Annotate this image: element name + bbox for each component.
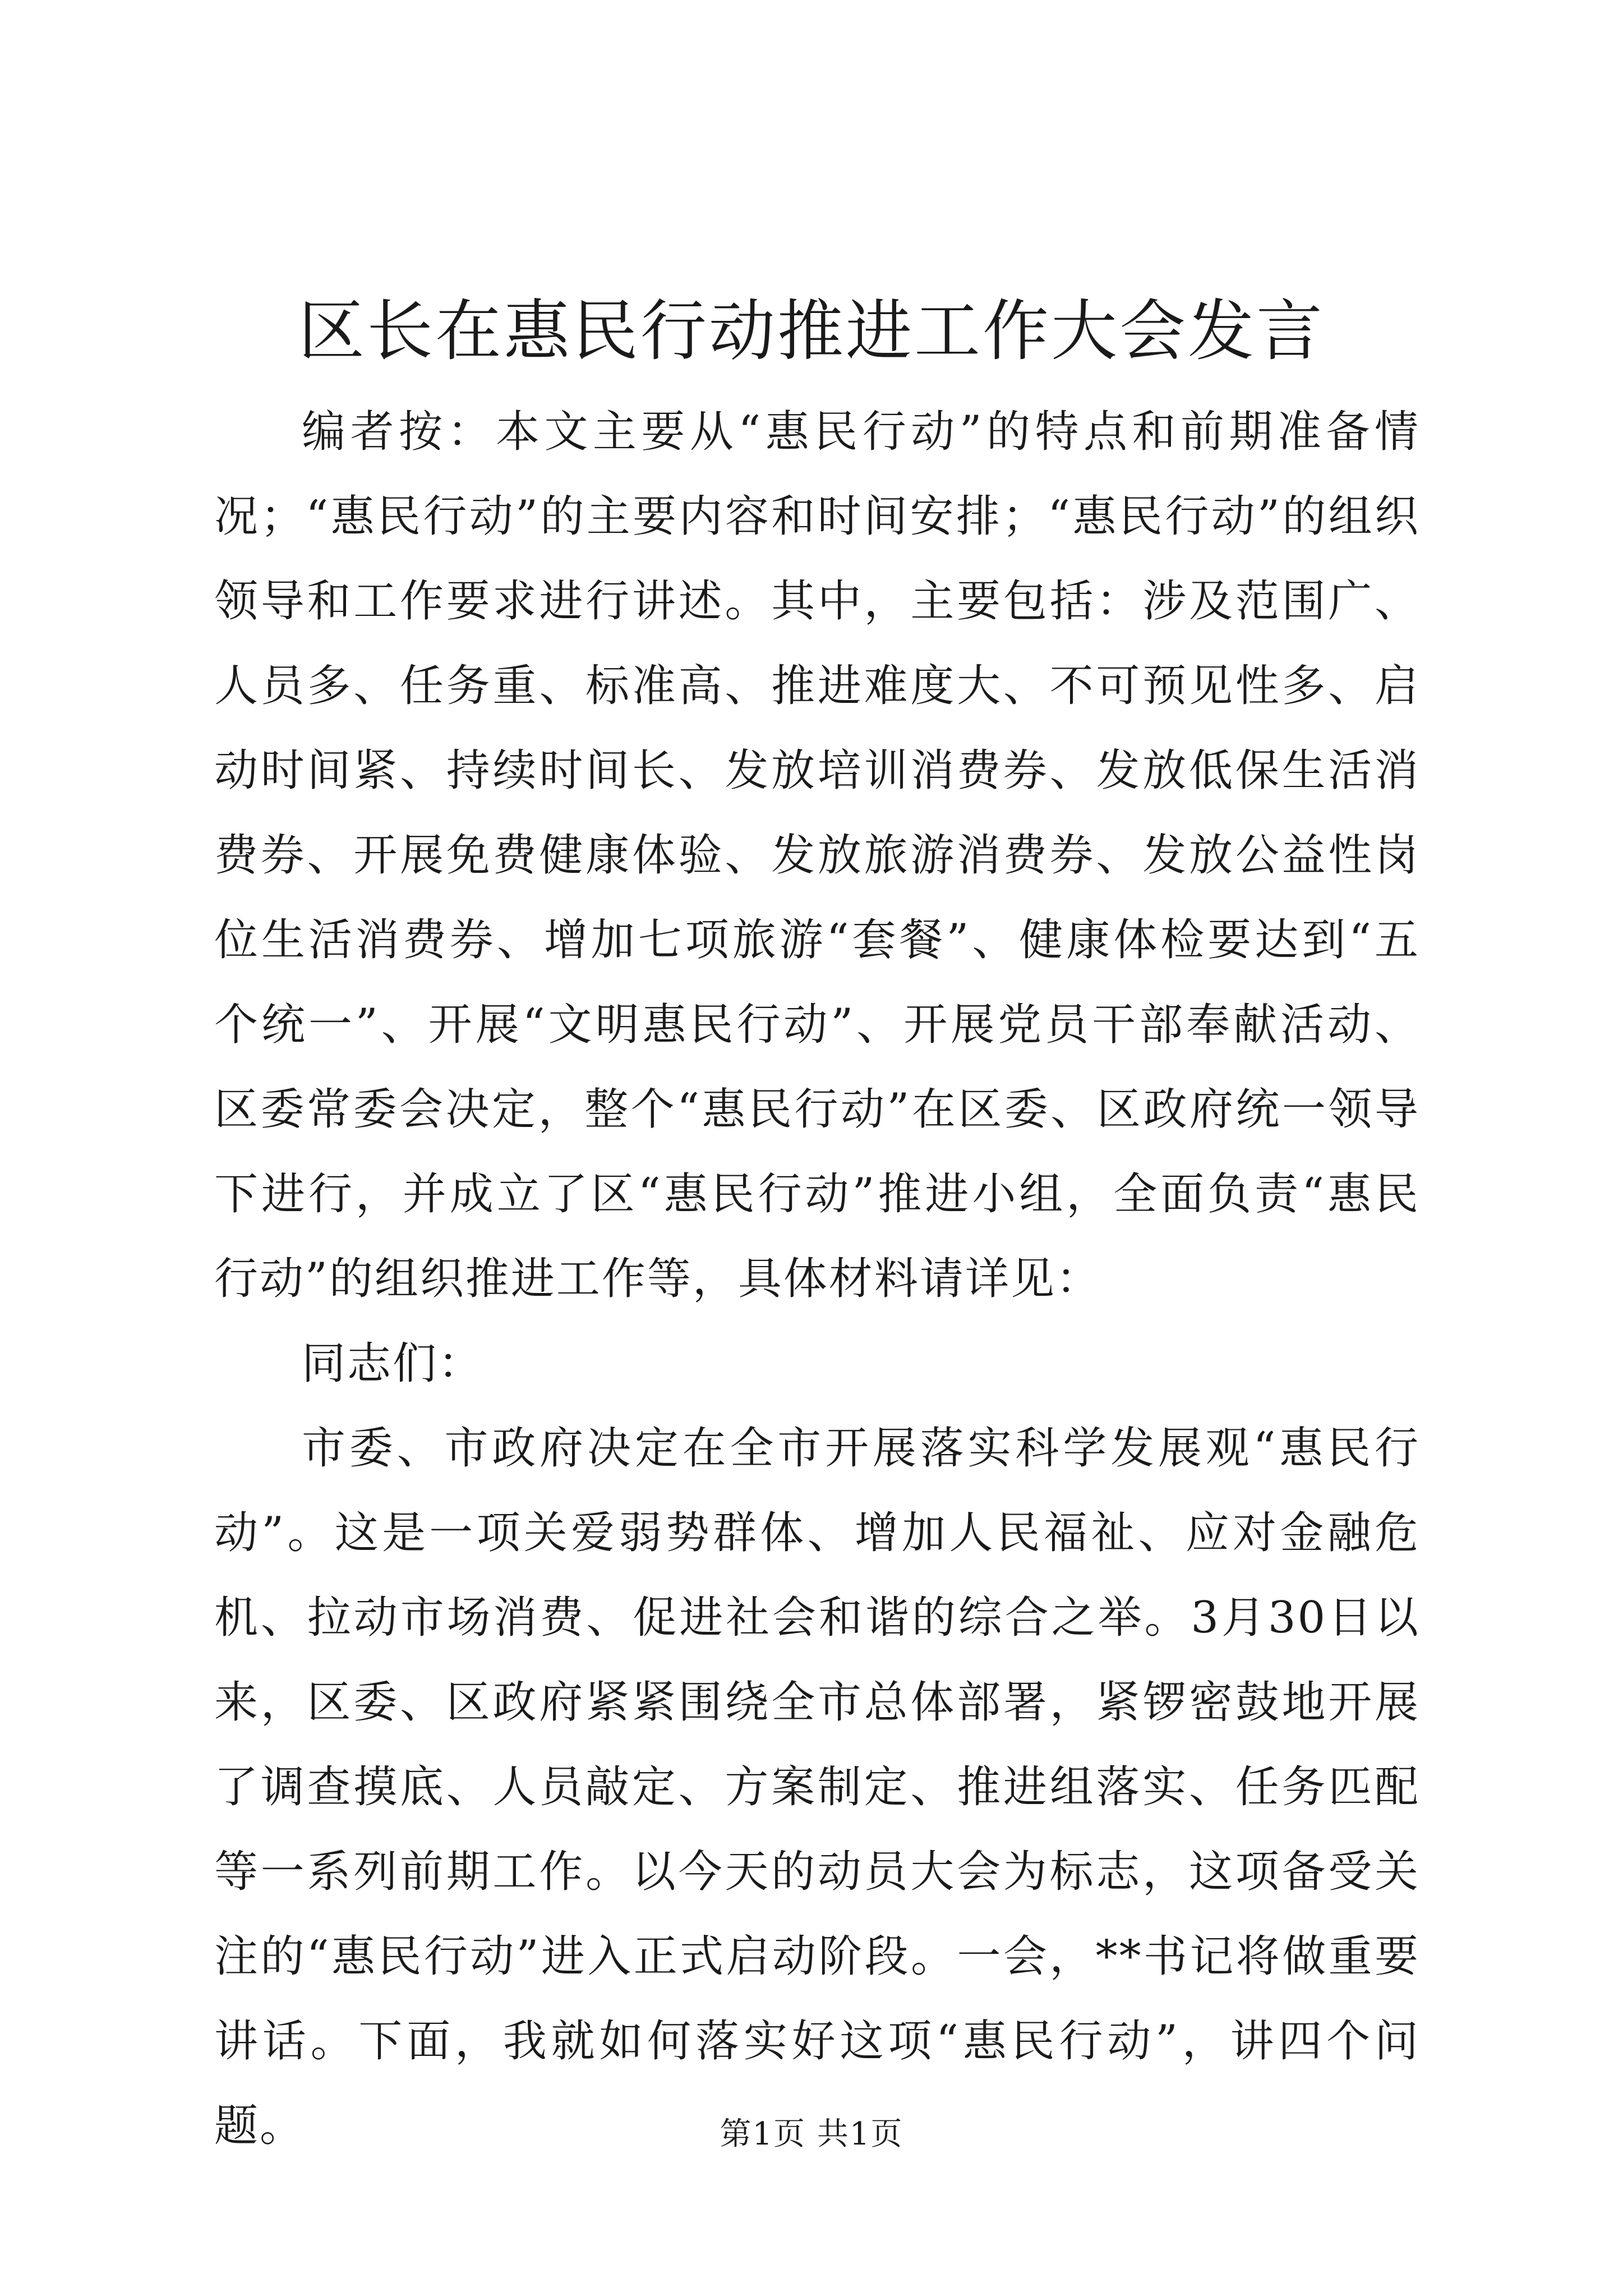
page-footer: 第1页 共1页 bbox=[720, 2116, 903, 2152]
salutation-paragraph: 同志们： bbox=[302, 1338, 484, 1389]
editor-note-paragraph: 编者按：本文主要从“惠民行动”的特点和前期准备情况；“惠民行动”的主要内容和时间安排；“惠民行动”的组织领导和工作要求进行讲述。其中，主要包括：涉及范围广、人员多、任务重、标准高、推进难度大、不可预见性多、启动时间紧、持续时间长、发放培训消费券、发放低保生活消费券、开展免费健康体验、发放旅游消费券、发放公益性岗位生活消费券、增加七项旅游“套餐”、健康体检要达到“五个统一”、开展“文明惠民行动”、开展党员干部奉献活动、区委常委会决定，整个“惠民行动”在区委、区政府统一领导下进行，并成立了区“惠民行动”推进小组，全面负责“惠民行动”的组织推进工作等，具体材料请详见： bbox=[214, 407, 1420, 1304]
speech-paragraph: 市委、市政府决定在全市开展落实科学发展观“惠民行动”。这是一项关爱弱势群体、增加人民福祉、应对金融危机、拉动市场消费、促进社会和谐的综合之举。3月30日以来，区委、区政府紧紧围绕全市总体部署，紧锣密鼓地开展了调查摸底、人员敲定、方案制定、推进组落实、任务匹配等一系列前期工作。以今天的动员大会为标志，这项备受关注的“惠民行动”进入正式启动阶段。一会，**书记将做重要讲话。下面，我就如何落实好这项“惠民行动”，讲四个问题。 bbox=[214, 1423, 1420, 2151]
document-body bbox=[214, 390, 1420, 2169]
document-title: 区长在惠民行动推进工作大会发言 bbox=[298, 292, 1325, 370]
